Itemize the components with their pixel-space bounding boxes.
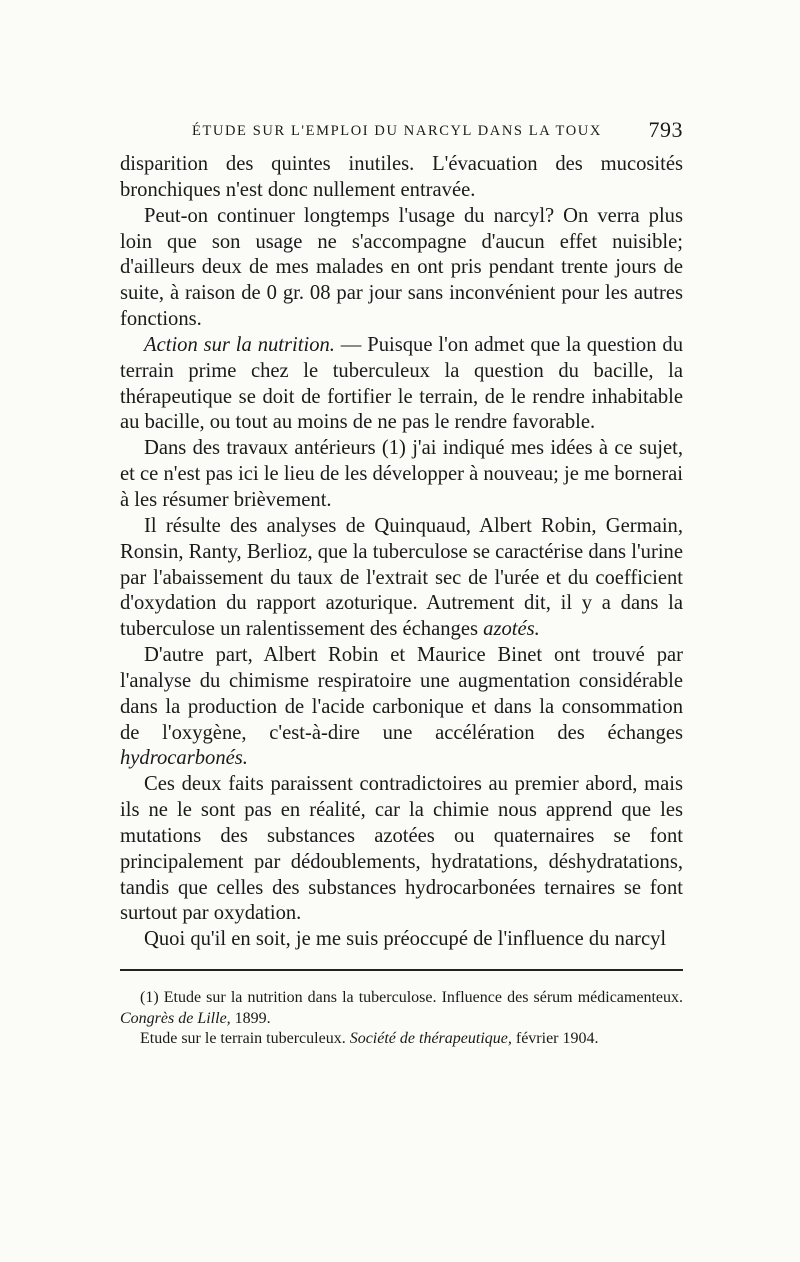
page-number: 793	[648, 117, 683, 142]
footnote-1-text: (1) Etude sur la nutrition dans la tuberculose. Influence des sérum médicamenteux.	[140, 989, 683, 1006]
paragraph-2: Peut-on continuer longtemps l'usage du narcyl? On verra plus loin que son usage ne s'accompagne d'aucun effet nuisible; d'ailleurs deux de mes malades en ont pris pendant trente jours de suite, à raison de 0 gr. 08 par jour sans inconvénient pour les autres fonctions.	[120, 204, 683, 331]
paragraph-5-emphasis: azotés.	[483, 618, 540, 641]
paragraph-5-text: Il résulte des analyses de Quinquaud, Albert Robin, Germain, Ronsin, Ranty, Berlioz, que la tuberculose se caractérise dans l'urine par l'abaissement du taux de l'extrait sec de l'urée et du coefficient d'oxydation du rapport azoturique. Autrement dit, il y a dans la tuberculose un ralentissement des échanges	[120, 514, 683, 641]
paragraph-3	[120, 333, 683, 436]
paragraph-6-emphasis: hydrocarbonés.	[120, 747, 248, 770]
footnote-1	[120, 988, 683, 1029]
paragraph-3-text: — Puisque l'on admet que la question du terrain prime chez le tuberculeux la question du bacille, la thérapeutique se doit de fortifier le terrain, de le rendre inhabitable au bacille, ou tout au moins de ne pas le rendre favorable.	[120, 333, 683, 434]
body-text	[120, 152, 683, 953]
paragraph-8: Quoi qu'il en soit, je me suis préoccupé de l'influence du narcyl	[144, 928, 667, 951]
paragraph-5	[120, 514, 683, 643]
footnote-1-continued	[120, 1029, 683, 1050]
paragraph-4: Dans des travaux antérieurs (1) j'ai indiqué mes idées à ce sujet, et ce n'est pas ici le lieu de les développer à nouveau; je me bornerai à les résumer brièvement.	[120, 437, 683, 511]
paragraph-1: disparition des quintes inutiles. L'évacuation des mucosités bronchiques n'est donc nullement entravée.	[120, 153, 683, 201]
running-head	[120, 115, 683, 147]
paragraph-6-text: D'autre part, Albert Robin et Maurice Binet ont trouvé par l'analyse du chimisme respiratoire une augmentation considérable dans la production de l'acide carbonique et dans la consommation de l'oxygène, c'est-à-dire une accélération des échanges	[120, 644, 683, 744]
footnote-2-source: Société de thérapeutique,	[349, 1030, 512, 1047]
footnote-separator	[120, 969, 683, 971]
paragraph-6	[120, 643, 683, 772]
footnotes	[120, 988, 683, 1050]
section-heading-nutrition: Action sur la nutrition.	[144, 333, 335, 356]
footnote-1-source: Congrès de Lille,	[120, 1009, 231, 1027]
footnote-2-date: février 1904.	[511, 1030, 599, 1047]
running-head-title: ÉTUDE SUR L'EMPLOI DU NARCYL DANS LA TOUX	[192, 123, 602, 139]
footnote-2-text: Etude sur le terrain tuberculeux.	[140, 1030, 350, 1047]
paragraph-7: Ces deux faits paraissent contradictoires au premier abord, mais ils ne le sont pas en réalité, car la chimie nous apprend que les mutations des substances azotées ou quaternaires se font principalement par dédoublements, hydratations, déshydratations, tandis que celles des substances hydrocarbonées ternaires se font surtout par oxydation.	[120, 773, 683, 925]
footnote-1-year: 1899.	[230, 1009, 271, 1027]
